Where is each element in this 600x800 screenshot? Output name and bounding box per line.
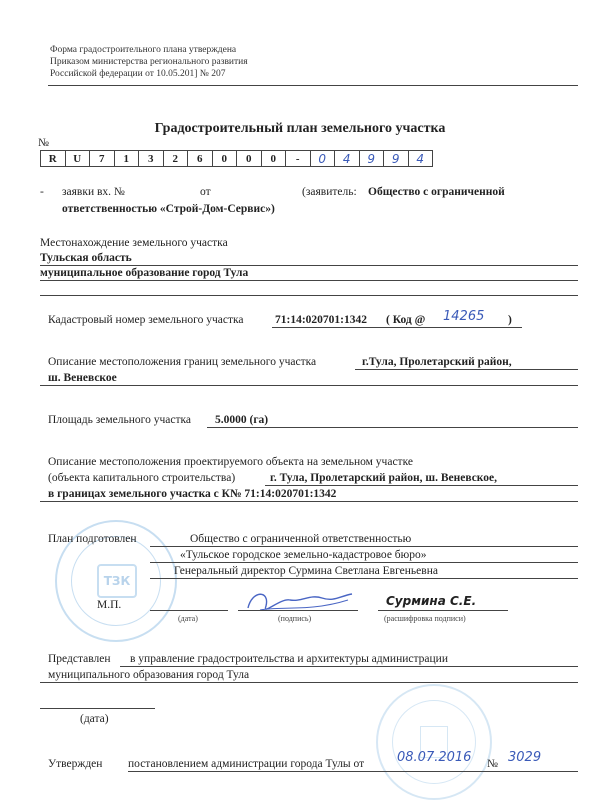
underline (40, 280, 578, 281)
object-label-2: (объекта капитального строительства) (48, 472, 236, 484)
object-value-1: г. Тула, Пролетарский район, ш. Веневское, (270, 472, 497, 484)
underline (40, 501, 578, 502)
form-note-line: Приказом министерства регионального развития (50, 57, 248, 67)
plan-number-cell: U (65, 151, 90, 167)
plan-number-handwritten-cell: 9 (359, 151, 384, 167)
approved-text: постановлением администрации города Тулы от (128, 758, 365, 770)
application-dash: - (40, 186, 44, 198)
plan-number-handwritten-cell: 0 (310, 151, 335, 167)
area-value: 5.0000 (га) (215, 414, 269, 426)
underline (40, 385, 578, 386)
boundaries-value-1: г.Тула, Пролетарский район, (362, 356, 512, 368)
signature-line (238, 610, 358, 611)
applicant-name-1: Общество с ограниченной (368, 186, 505, 198)
underline (40, 682, 578, 683)
underline (150, 546, 578, 547)
form-note-line: Форма градостроительного плана утверждена (50, 45, 237, 55)
plan-number-handwritten-cell: 9 (384, 151, 409, 167)
mp-label: М.П. (97, 599, 122, 611)
presented-date-caption: (дата) (80, 713, 109, 725)
applicant-name-2: ответственностью «Строй-Дом-Сервис») (62, 203, 275, 215)
presented-line-2: муниципального образования город Тула (48, 669, 250, 681)
cadastral-code-handwritten: 14265 (443, 309, 485, 324)
location-line-1: Тульская область (40, 252, 132, 264)
divider (48, 85, 578, 86)
object-value-2: в границах земельного участка с К№ 71:14:020701:1342 (48, 488, 337, 500)
area-label: Площадь земельного участка (48, 414, 191, 426)
underline (272, 327, 522, 328)
plan-number-cell: 0 (212, 151, 237, 167)
plan-number-cell: R (41, 151, 66, 167)
object-label-1: Описание местоположения проектируемого объекта на земельном участке (48, 456, 413, 468)
signature-caption: (подпись) (278, 614, 312, 623)
cadastral-label: Кадастровый номер земельного участка (48, 314, 244, 326)
form-note-line: Российской федерации от 10.05.201] № 207 (50, 69, 226, 79)
underline (150, 562, 578, 563)
stamp-logo: ТЗК (97, 564, 137, 598)
presented-label: Представлен (48, 653, 111, 665)
prepared-org-2: «Тульское городское земельно-кадастровое бюро» (180, 549, 427, 561)
decode-caption: (расшифровка подписи) (384, 614, 466, 623)
boundaries-value-2: ш. Веневское (48, 372, 117, 384)
underline (355, 369, 578, 370)
underline (128, 771, 578, 772)
decode-line (378, 610, 508, 611)
plan-number-cell: - (286, 151, 311, 167)
plan-number-handwritten-cell: 4 (408, 151, 433, 167)
number-label: № (38, 137, 49, 149)
approved-number-handwritten: 3029 (508, 750, 542, 765)
application-from: от (200, 186, 211, 198)
underline (207, 427, 578, 428)
plan-number-handwritten-cell: 4 (335, 151, 360, 167)
underline (40, 295, 578, 296)
signature-decode: Сурмина С.Е. (386, 594, 477, 608)
plan-number-cell: 0 (237, 151, 262, 167)
cadastral-code-suffix: ) (508, 314, 512, 326)
location-line-2: муниципальное образование город Тула (40, 267, 249, 279)
prepared-director: Генеральный директор Сурмина Светлана Евгеньевна (174, 565, 438, 577)
form-note (50, 44, 248, 80)
cadastral-code-prefix: ( Код @ (386, 314, 426, 326)
date-line (40, 708, 155, 709)
date-caption: (дата) (178, 614, 198, 623)
prepared-org-1: Общество с ограниченной ответственностью (190, 533, 412, 545)
plan-number (40, 150, 433, 167)
plan-number-cell: 6 (188, 151, 213, 167)
cadastral-number: 71:14:020701:1342 (275, 314, 367, 326)
presented-line-1: в управление градостроительства и архитектуры администрации (130, 653, 448, 665)
prepared-label: План подготовлен (48, 533, 137, 545)
underline (120, 666, 578, 667)
document-title: Градостроительный план земельного участка (154, 121, 446, 136)
approved-number-label: № (487, 758, 498, 770)
plan-number-cell: 0 (261, 151, 286, 167)
plan-number-cell: 3 (139, 151, 164, 167)
plan-number-cell: 1 (114, 151, 139, 167)
underline (150, 578, 578, 579)
location-label: Местонахождение земельного участка (40, 237, 228, 249)
application-label: заявки вх. № (62, 186, 125, 198)
date-line (150, 610, 228, 611)
plan-number-cell: 2 (163, 151, 188, 167)
plan-number-cell: 7 (90, 151, 115, 167)
approved-date-handwritten: 08.07.2016 (397, 750, 472, 765)
applicant-label: (заявитель: (302, 186, 357, 198)
approved-label: Утвержден (48, 758, 103, 770)
boundaries-label: Описание местоположения границ земельного участка (48, 356, 317, 368)
underline (265, 485, 578, 486)
administration-stamp (376, 684, 492, 800)
